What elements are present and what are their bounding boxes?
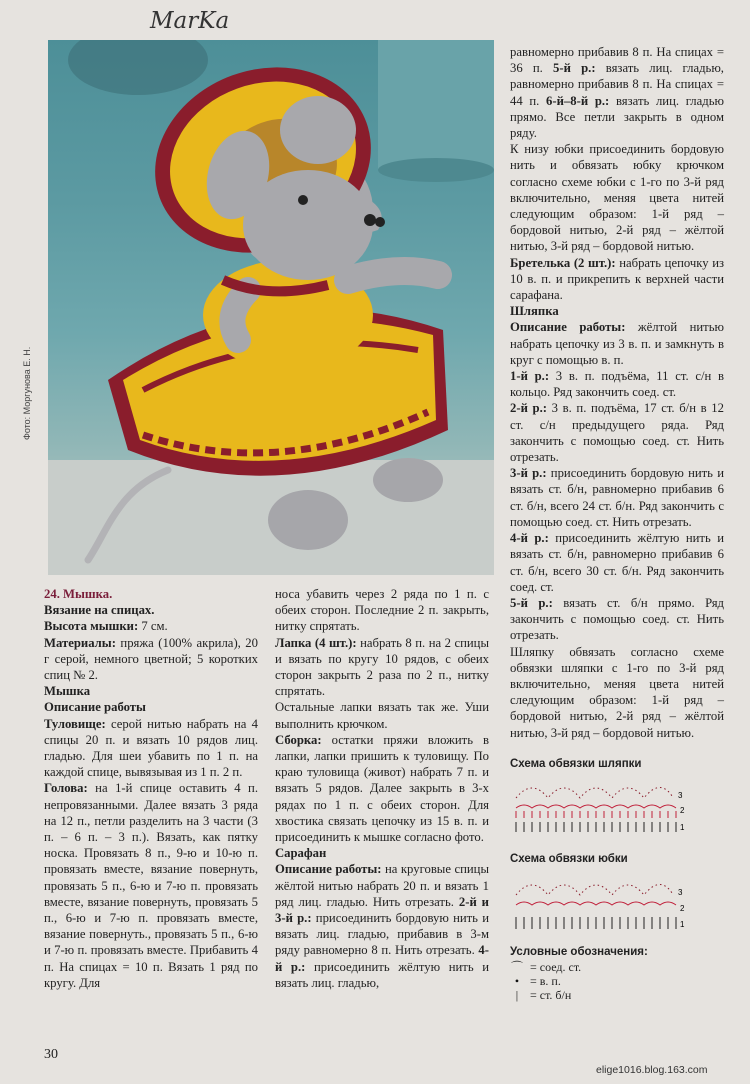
row68-text: вязать лиц. гладью прямо. Все петли закрыть в одном ряду. [510, 93, 724, 141]
page-number: 30 [44, 1047, 58, 1062]
hrow3-text: присоединить бордовую нить и вязать ст. б/н, равномерно прибавив 6 ст. б/н, всего 24 ст. б/н. Ряд закончить с помощью соед. ст. Нить отрезать. [510, 466, 724, 529]
magazine-title: MarKa [150, 8, 230, 34]
hat-label: Описание работы: [510, 320, 626, 335]
hat-chain-arcs [516, 787, 672, 798]
hrow1-text: 3 в. п. подъёма, 11 ст. с/н в кольцо. Ряд закончить соед. ст. [510, 369, 724, 400]
paw-label: Лапка (4 шт.): [275, 635, 357, 650]
chain-stitch-symbol: • [514, 974, 520, 989]
materials-label: Материалы: [44, 635, 116, 650]
row5-text: вязать лиц. гладью, равномерно прибавив 8 п. На спицах = 44 п. [510, 61, 724, 108]
strap-text: набрать цепочку из 10 в. п. и прикрепить к верхней части сарафана. [510, 255, 724, 303]
photo-credit: Фото: Моргунова Е. Н. [22, 346, 32, 440]
hat-text: жёлтой нитью набрать цепочку из 3 в. п. и замкнуть в круг с помощью в. п. [510, 320, 724, 367]
torso-label: Туловище: [44, 716, 106, 731]
schema-skirt-title: Схема обвязки юбки [510, 852, 628, 865]
legend-text-join: = соед. ст. [530, 960, 582, 975]
hat-edge-text: Шляпку обвязать согласно схеме обвязки шляпки с 1-го по 3-й ряд включительно, меняя цвета нитей следующим образом: 1-й ряд – бордовой нитью, 2-й ряд – жёлтой нитью, 3-й ряд – бордовой нитью. [510, 644, 724, 740]
hrow4-text: присоединить жёлтую нить и вязать ст. б/н, равномерно прибавив 6 ст. б/н, всего 30 ст. б/н. Ряд закончить соед. ст. [510, 531, 724, 594]
technique: Вязание на спицах. [44, 603, 155, 618]
torso-text: серой нитью набрать на 4 спицы 20 п. и вязать 10 рядов лиц. гладью. Для шеи убавить по 1 п. на каждой спице, вывязывая из 1 п. 2 п. [44, 716, 258, 780]
hat-arch-row [516, 805, 676, 808]
schema-hat-title: Схема обвязки шляпки [510, 757, 642, 770]
hrow3-label: 3-й р.: [510, 466, 547, 481]
skirt-row-label-2: 2 [680, 904, 685, 914]
skirt-arch-row [516, 902, 676, 905]
mouse-photo [48, 40, 494, 575]
legend-text-single: = ст. б/н [530, 988, 572, 1003]
column-3 [510, 44, 724, 1002]
height-label: Высота мышки: [44, 619, 139, 634]
row5-label: 5-й р.: [553, 61, 596, 76]
height-value: 7 см. [138, 619, 168, 634]
row4-label: 4-й р.: [275, 943, 489, 974]
hat-row-label-1: 1 [680, 822, 685, 832]
legend-row-join [510, 960, 724, 974]
legend-text-chain: = в. п. [530, 974, 561, 989]
single-crochet-symbol: | [515, 988, 519, 1003]
hat-stitch-row-2 [516, 811, 676, 818]
paw-text: набрать 8 п. на 2 спицы и вязать по кругу 10 рядов, с обеих сторон закрыть 2 раза по 2 п., нитку спрятать. [275, 635, 489, 699]
hrow4-label: 4-й р.: [510, 531, 549, 546]
skirt-edging-diagram [510, 873, 690, 935]
row4-text: присоединить жёлтую нить и вязать лиц. гладью, [275, 959, 489, 990]
knitted-mouse-illustration [48, 40, 494, 575]
work-heading: Описание работы [44, 700, 146, 715]
sarafan-heading: Сарафан [275, 846, 327, 861]
legend [510, 960, 724, 1002]
hrow2-label: 2-й р.: [510, 401, 547, 416]
sarafan-label: Описание работы: [275, 862, 382, 877]
legend-title: Условные обозначения: [510, 946, 648, 959]
hat-heading: Шляпка [510, 304, 559, 319]
column-1 [44, 586, 258, 991]
strap-label: Бретелька (2 шт.): [510, 255, 616, 270]
join-stitch-symbol: ⌒ [510, 960, 523, 975]
assembly-text: остатки пряжи вложить в лапки, лапки пришить к туловищу. По краю туловища (живот) набрать 7 п. и вязать 5 рядов. Далее закрыть в 3-х рядах по 1 п. с обеих сторон. Для хвостика связать цепочку из 15 в. п. и присоединить к мышке согласно фото. [275, 732, 489, 845]
legend-row-single [510, 988, 724, 1002]
hrow2-text: 3 в. п. подъёма, 17 ст. б/н в 12 ст. с/н предыдущего ряда. Ряд закончить с помощью соед. ст. Нить отрезать. [510, 401, 724, 465]
skirt-text: К низу юбки присоединить бордовую нить и обвязать юбку крючком согласно схеме юбки с 1-го по 3-й ряд включительно, меняя цвета нитей следующим образом: 1-й ряд – бордовой нитью, 2-й ряд – жёлтой нитью, 3-й ряд – бордовой нитью. [510, 142, 724, 254]
rows23-label: 2-й и 3-й р.: [275, 894, 489, 926]
hat-edging-diagram [510, 778, 690, 840]
column-2 [275, 586, 489, 991]
assembly-label: Сборка: [275, 732, 322, 747]
rows23-text: присоединить бордовую нить и вязать лиц. гладью, прибавив в 3-м ряду равномерно 8 п. Нить отрезать. [275, 911, 489, 958]
skirt-row-label-3: 3 [678, 888, 683, 898]
hat-stitch-row-1 [516, 822, 676, 832]
legend-row-chain [510, 974, 724, 988]
hat-row-label-2: 2 [680, 805, 685, 815]
skirt-stitch-row-1 [516, 917, 676, 929]
p1-text: равномерно прибавив 8 п. На спицах = 36 п. [510, 45, 724, 76]
materials-value: пряжа (100% акрила), 20 г серой, немного цветной; 5 коротких спиц № 2. [44, 635, 258, 683]
hat-row-label-3: 3 [678, 790, 683, 800]
hrow5-label: 5-й р.: [510, 595, 553, 610]
hrow1-label: 1-й р.: [510, 369, 550, 384]
row68-label: 6-й–8-й р.: [546, 93, 610, 108]
item-title: 24. Мышка. [44, 587, 113, 601]
mouse-heading: Мышка [44, 684, 91, 699]
nose-text: носа убавить через 2 ряда по 1 п. с обеих сторон. Последние 2 п. закрыть, нитку спрятать. [275, 587, 489, 634]
head-text: на 1-й спице оставить 4 п. непровязанными. Далее вязать 3 ряда на 12 п., петли разделить на 3 части (3 п. – 6 п. – 3 п.). Вязать, как пятку носка. Провязать 8 п., 9-ю и 10-ю п. провязать вместе, вязание повернуть, провязать 5 п., 6-ю и 7-ю п. провязать вместе, вязание повернуть, провязать 5 п., 6-ю и 7-ю п. провязать вместе, вязание повернуть., провязать 5 п., 6-ю и 7-ю п. провязать вместе. Прибавить 4 п. На спицах = 10 п. Вязать 1 ряд по кругу. Для [44, 781, 258, 990]
paw-rest: Остальные лапки вязать так же. Уши выполнить крючком. [275, 700, 489, 731]
skirt-chain-arcs [516, 885, 672, 896]
skirt-row-label-1: 1 [680, 920, 685, 930]
sarafan-text: на круговые спицы жёлтой нитью набрать 20 п. и вязать 1 ряд лиц. гладью. Нить отрезать. [275, 862, 489, 909]
footer-url: elige1016.blog.163.com [596, 1064, 708, 1076]
hrow5-text: вязать ст. б/н прямо. Ряд закончить с помощью соед. ст. Нить отрезать. [510, 595, 724, 643]
head-label: Голова: [44, 781, 88, 796]
